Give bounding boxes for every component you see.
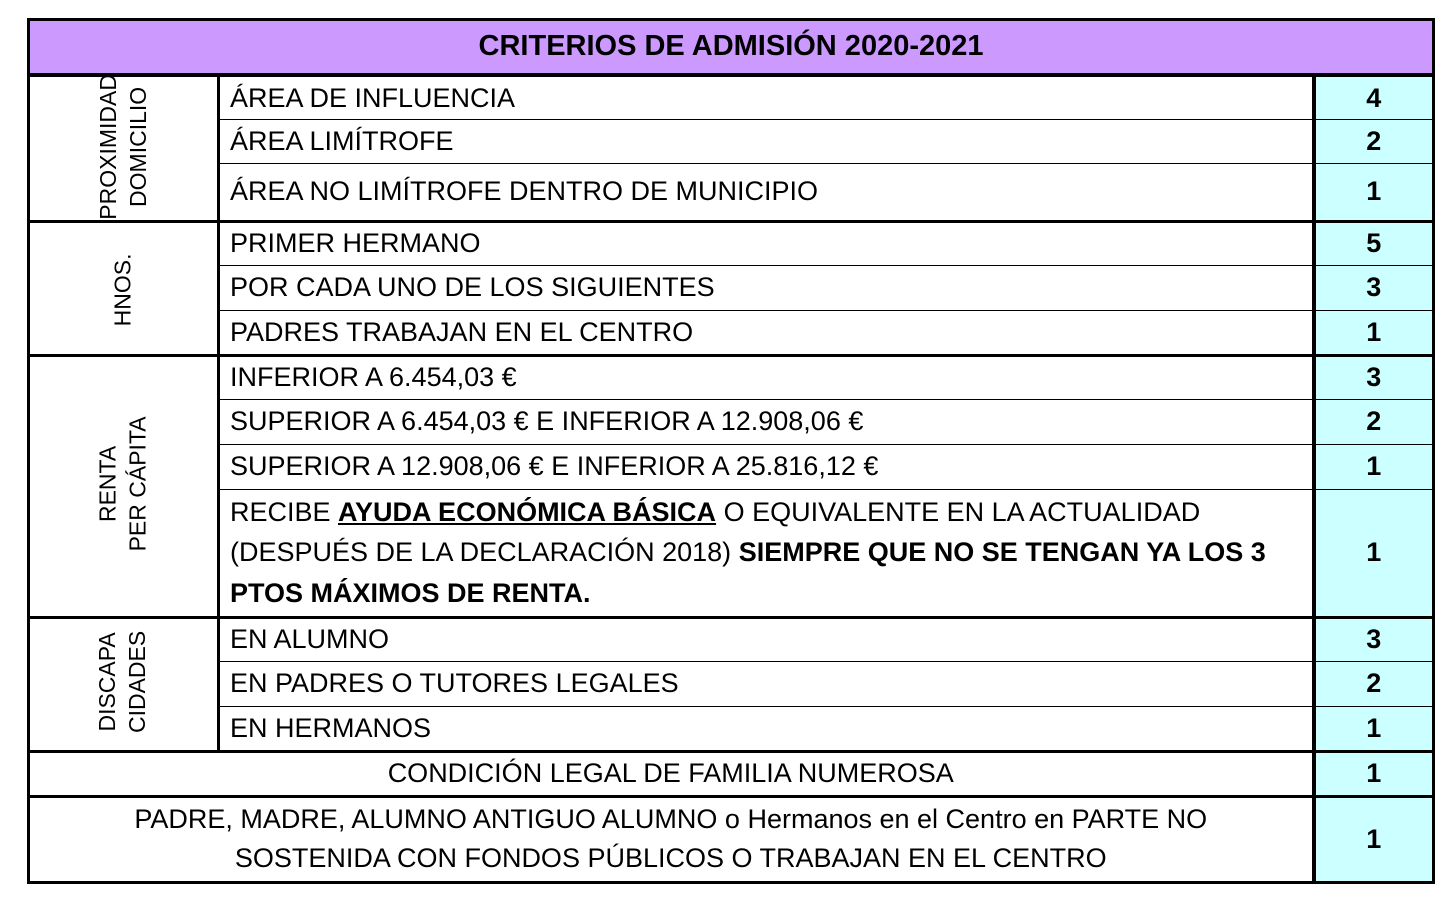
points-cell: 1 — [1314, 310, 1434, 355]
category-label: DISCAPA CIDADES — [94, 631, 151, 734]
criterion-cell: PRIMER HERMANO — [219, 221, 1314, 265]
points-cell: 3 — [1314, 355, 1434, 399]
category-hermanos — [29, 221, 219, 355]
criterion-cell: SUPERIOR A 12.908,06 € E INFERIOR A 25.816,12 € — [219, 444, 1314, 489]
criterion-cell: INFERIOR A 6.454,03 € — [219, 355, 1314, 399]
points-cell: 2 — [1314, 119, 1434, 163]
criterion-cell: PADRES TRABAJAN EN EL CENTRO — [219, 310, 1314, 355]
admission-criteria-table — [27, 18, 1435, 884]
criterion-cell-ayuda-economica: RECIBE AYUDA ECONÓMICA BÁSICA O EQUIVALENTE EN LA ACTUALIDAD (DESPUÉS DE LA DECLARACIÓN 2018) SIEMPRE QUE NO SE TENGAN YA LOS 3 PTOS MÁXIMOS DE RENTA. — [219, 489, 1314, 617]
criterion-cell: EN ALUMNO — [219, 617, 1314, 661]
points-cell: 3 — [1314, 617, 1434, 661]
category-label: RENTA PER CÁPITA — [94, 416, 151, 552]
points-cell: 1 — [1314, 489, 1434, 617]
emphasized-text: SIEMPRE QUE NO SE TENGAN YA LOS 3 PTOS MÁXIMOS DE RENTA. — [230, 537, 1266, 608]
points-cell: 1 — [1314, 706, 1434, 751]
points-cell: 2 — [1314, 399, 1434, 444]
criterion-parte-no-sostenida: PADRE, MADRE, ALUMNO ANTIGUO ALUMNO o Hermanos en el Centro en PARTE NO SOSTENIDA CON FONDOS PÚBLICOS O TRABAJAN EN EL CENTRO — [29, 796, 1314, 882]
points-cell: 1 — [1314, 163, 1434, 221]
points-cell: 2 — [1314, 661, 1434, 706]
points-cell: 1 — [1314, 444, 1434, 489]
criterion-cell: ÁREA LIMÍTROFE — [219, 119, 1314, 163]
criterion-cell: ÁREA NO LIMÍTROFE DENTRO DE MUNICIPIO — [219, 163, 1314, 221]
criterion-cell: EN HERMANOS — [219, 706, 1314, 751]
category-label: HNOS. — [109, 253, 136, 327]
admission-criteria-sheet — [27, 18, 1432, 883]
emphasized-text: AYUDA ECONÓMICA BÁSICA — [338, 496, 717, 527]
criterion-cell: ÁREA DE INFLUENCIA — [219, 75, 1314, 119]
category-renta-per-capita — [29, 355, 219, 617]
points-cell: 4 — [1314, 75, 1434, 119]
points-cell: 1 — [1314, 796, 1434, 882]
points-cell: 1 — [1314, 751, 1434, 796]
table-title: CRITERIOS DE ADMISIÓN 2020-2021 — [29, 20, 1434, 76]
category-label: PROXIMIDAD DOMICILIO — [94, 73, 151, 220]
criterion-cell: POR CADA UNO DE LOS SIGUIENTES — [219, 265, 1314, 310]
criterion-familia-numerosa: CONDICIÓN LEGAL DE FAMILIA NUMEROSA — [29, 751, 1314, 796]
points-cell: 5 — [1314, 221, 1434, 265]
category-proximidad-domicilio — [29, 75, 219, 221]
points-cell: 3 — [1314, 265, 1434, 310]
criterion-cell: SUPERIOR A 6.454,03 € E INFERIOR A 12.908,06 € — [219, 399, 1314, 444]
category-discapacidades — [29, 617, 219, 751]
criterion-cell: EN PADRES O TUTORES LEGALES — [219, 661, 1314, 706]
